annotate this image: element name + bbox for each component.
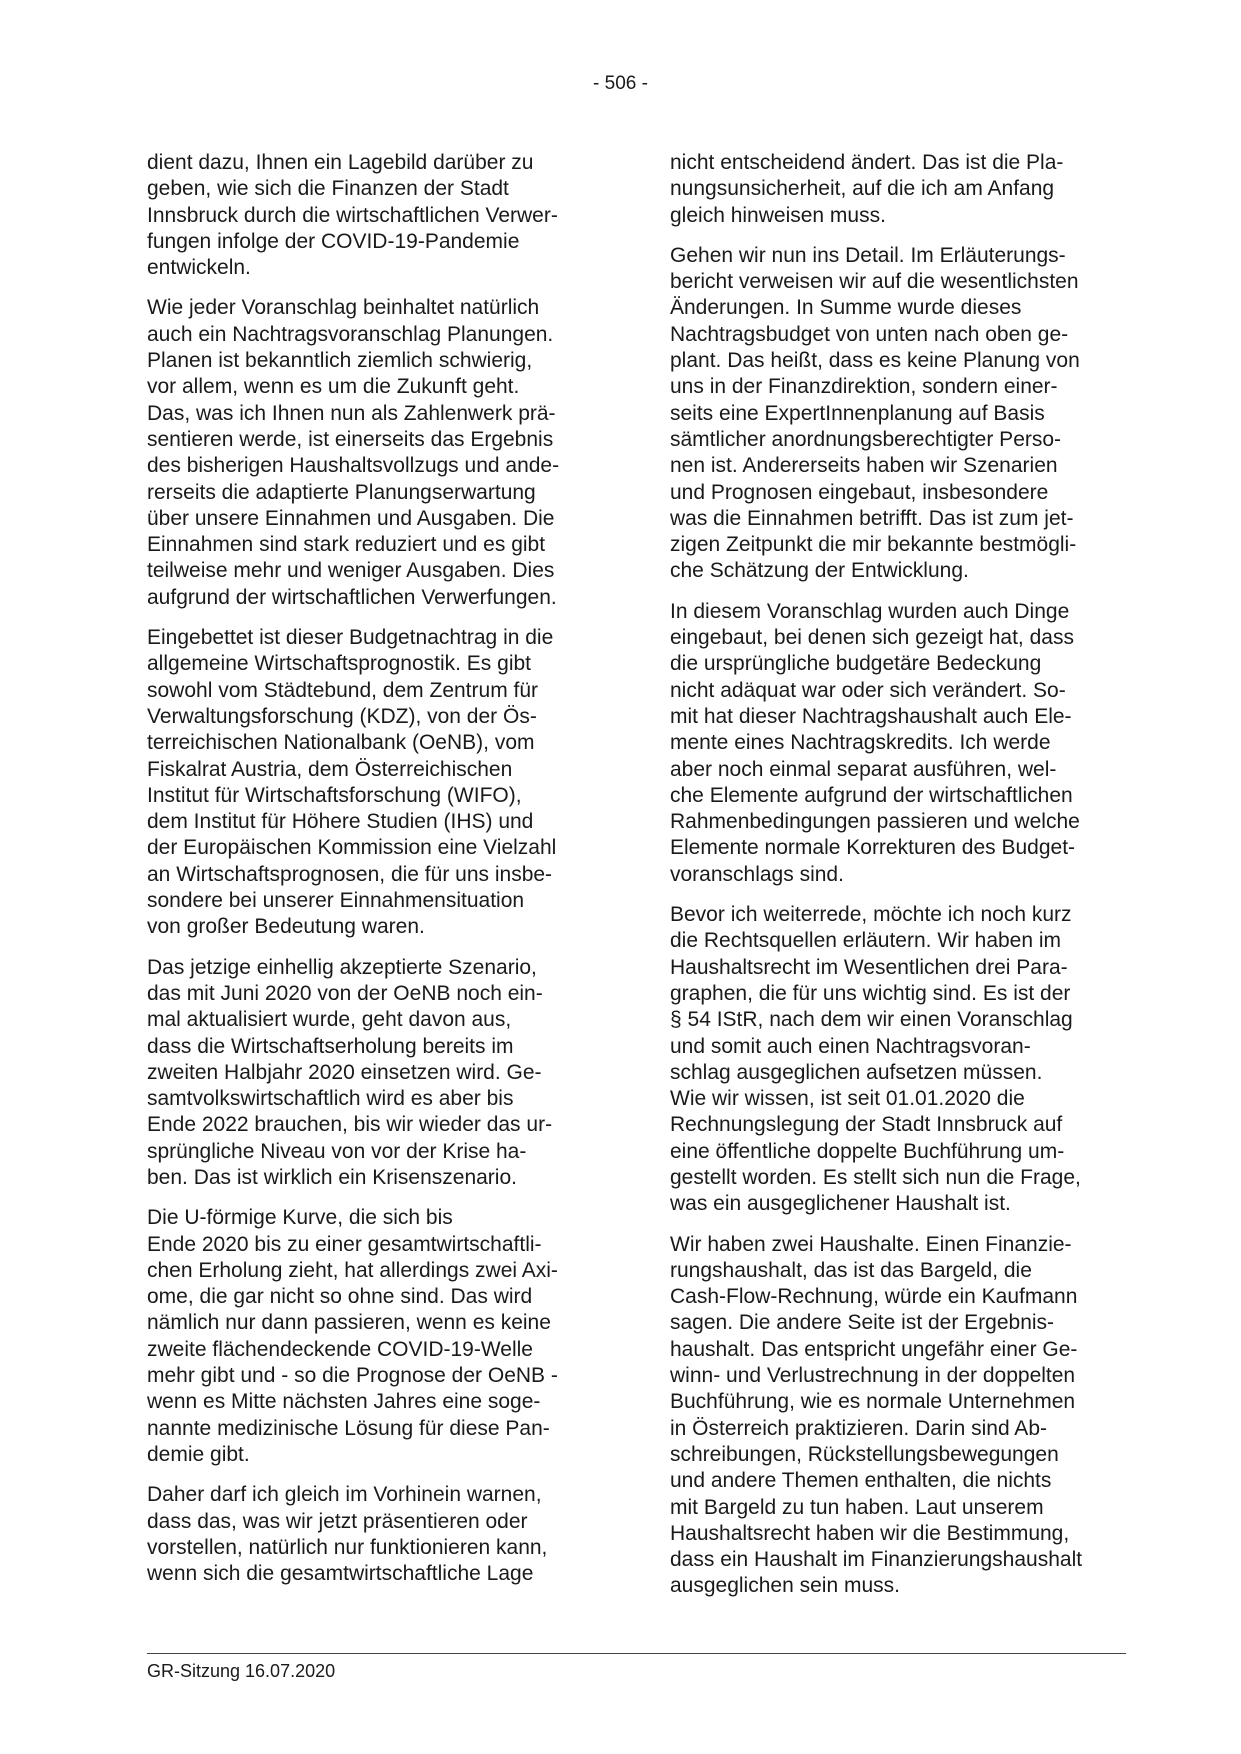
right-paragraph-1: nicht entscheidend ändert. Das ist die Pla- nungsunsicherheit, auf die ich am Anfang gleich hinweisen muss. xyxy=(670,151,1064,227)
footer-divider xyxy=(147,1653,1126,1654)
right-paragraph-3: In diesem Voranschlag wurden auch Dinge eingebaut, bei denen sich gezeigt hat, dass die ursprüngliche budgetäre Bedeckung nicht adäquat war oder sich verändert. So- mit hat dieser Nachtragshaushalt auch Ele- mente eines Nachtragskredits. Ich werde aber noch einmal separat ausführen, wel- che Elemente aufgrund der wirtschaftlichen Rahmenbedingungen passieren und welche Elemente normale Korrekturen des Budget- voranschlags sind. xyxy=(670,599,1080,886)
left-column xyxy=(147,150,602,1601)
right-paragraph-5: Wir haben zwei Haushalte. Einen Finanzie- rungshaushalt, das ist das Bargeld, die Cash-Flow-Rechnung, würde ein Kaufmann sagen. Die andere Seite ist der Ergebnis- haushalt. Das entspricht ungefähr einer Ge- winn- und Verlustrechnung in der doppelten Buchführung, wie es normale Unternehmen in Österreich praktizieren. Darin sind Ab- schreibungen, Rückstellungsbewegungen und andere Themen enthalten, die nichts mit Bargeld zu tun haben. Laut unserem Haushaltsrecht haben wir die Bestimmung, dass ein Haushalt im Finanzierungshaushalt ausgeglichen sein muss. xyxy=(670,1232,1083,1598)
left-paragraph-5: Die U-förmige Kurve, die sich bis Ende 2020 bis zu einer gesamtwirtschaftli- chen Erholung zieht, hat allerdings zwei Axi- ome, die gar nicht so ohne sind. Das wird nämlich nur dann passieren, wenn es keine zweite flächendeckende COVID-19-Welle mehr gibt und - so die Prognose der OeNB - wenn es Mitte nächsten Jahres eine soge- nannte medizinische Lösung für diese Pan- demie gibt. xyxy=(147,1206,558,1466)
right-paragraph-4: Bevor ich weiterrede, möchte ich noch kurz die Rechtsquellen erläutern. Wir haben im Haushaltsrecht im Wesentlichen drei Para- graphen, die für uns wichtig sind. Es ist der § 54 IStR, nach dem wir einen Voranschlag und somit auch einen Nachtragsvoran- schlag ausgeglichen aufsetzen müssen. Wie wir wissen, ist seit 01.01.2020 die Rechnungslegung der Stadt Innsbruck auf eine öffentliche doppelte Buchführung um- gestellt worden. Es stellt sich nun die Frage, was ein ausgeglichener Haushalt ist. xyxy=(670,903,1081,1216)
footer-session-date: GR-Sitzung 16.07.2020 xyxy=(147,1661,336,1681)
left-paragraph-1: dient dazu, Ihnen ein Lagebild darüber zu geben, wie sich die Finanzen der Stadt Innsbruck durch die wirtschaftlichen Verwer- fungen infolge der COVID-19-Pandemie entwickeln. xyxy=(147,151,558,280)
left-paragraph-3: Eingebettet ist dieser Budgetnachtrag in die allgemeine Wirtschaftsprognostik. Es gibt sowohl vom Städtebund, dem Zentrum für Verwaltungsforschung (KDZ), von der Ös- terreichischen Nationalbank (OeNB), vom Fiskalrat Austria, dem Österreichischen Institut für Wirtschaftsforschung (WIFO), dem Institut für Höhere Studien (IHS) und der Europäischen Kommission eine Vielzahl an Wirtschaftsprognosen, die für uns insbe- sondere bei unserer Einnahmensituation von großer Bedeutung waren. xyxy=(147,626,557,939)
right-paragraph-2: Gehen wir nun ins Detail. Im Erläuterungs- bericht verweisen wir auf die wesentlichsten Änderungen. In Summe wurde dieses Nachtragsbudget von unten nach oben ge- plant. Das heißt, dass es keine Planung von uns in der Finanzdirektion, sondern einer- seits eine ExpertInnenplanung auf Basis sämtlicher anordnungsberechtigter Perso- nen ist. Andererseits haben wir Szenarien und Prognosen eingebaut, insbesondere was die Einnahmen betrifft. Das ist zum jet- zigen Zeitpunkt die mir bekannte bestmögli- che Schätzung der Entwicklung. xyxy=(670,243,1080,583)
left-paragraph-4: Das jetzige einhellig akzeptierte Szenario, das mit Juni 2020 von der OeNB noch ein- mal aktualisiert wurde, geht davon aus, dass die Wirtschaftserholung bereits im zweiten Halbjahr 2020 einsetzen wird. Ge- samtvolkswirtschaftlich wird es aber bis Ende 2022 brauchen, bis wir wieder das ur- sprüngliche Niveau von vor der Krise ha- ben. Das ist wirklich ein Krisenszenario. xyxy=(147,955,553,1189)
left-paragraph-6: Daher darf ich gleich im Vorhinein warnen, dass das, was wir jetzt präsentieren oder vorstellen, natürlich nur funktionieren kann, wenn sich die gesamtwirtschaftliche Lage xyxy=(147,1483,548,1586)
left-paragraph-2: Wie jeder Voranschlag beinhaltet natürlich auch ein Nachtragsvoranschlag Planungen. Planen ist bekanntlich ziemlich schwierig, vor allem, wenn es um die Zukunft geht. Das, was ich Ihnen nun als Zahlenwerk prä- sentieren werde, ist einerseits das Ergebnis des bisherigen Haushaltsvollzugs und ande- rerseits die adaptierte Planungserwartung über unsere Einnahmen und Ausgaben. Die Einnahmen sind stark reduziert und es gibt teilweise mehr und weniger Ausgaben. Dies aufgrund der wirtschaftlichen Verwerfungen. xyxy=(147,296,560,609)
right-column xyxy=(670,150,1125,1614)
page-number: - 506 - xyxy=(593,73,648,94)
